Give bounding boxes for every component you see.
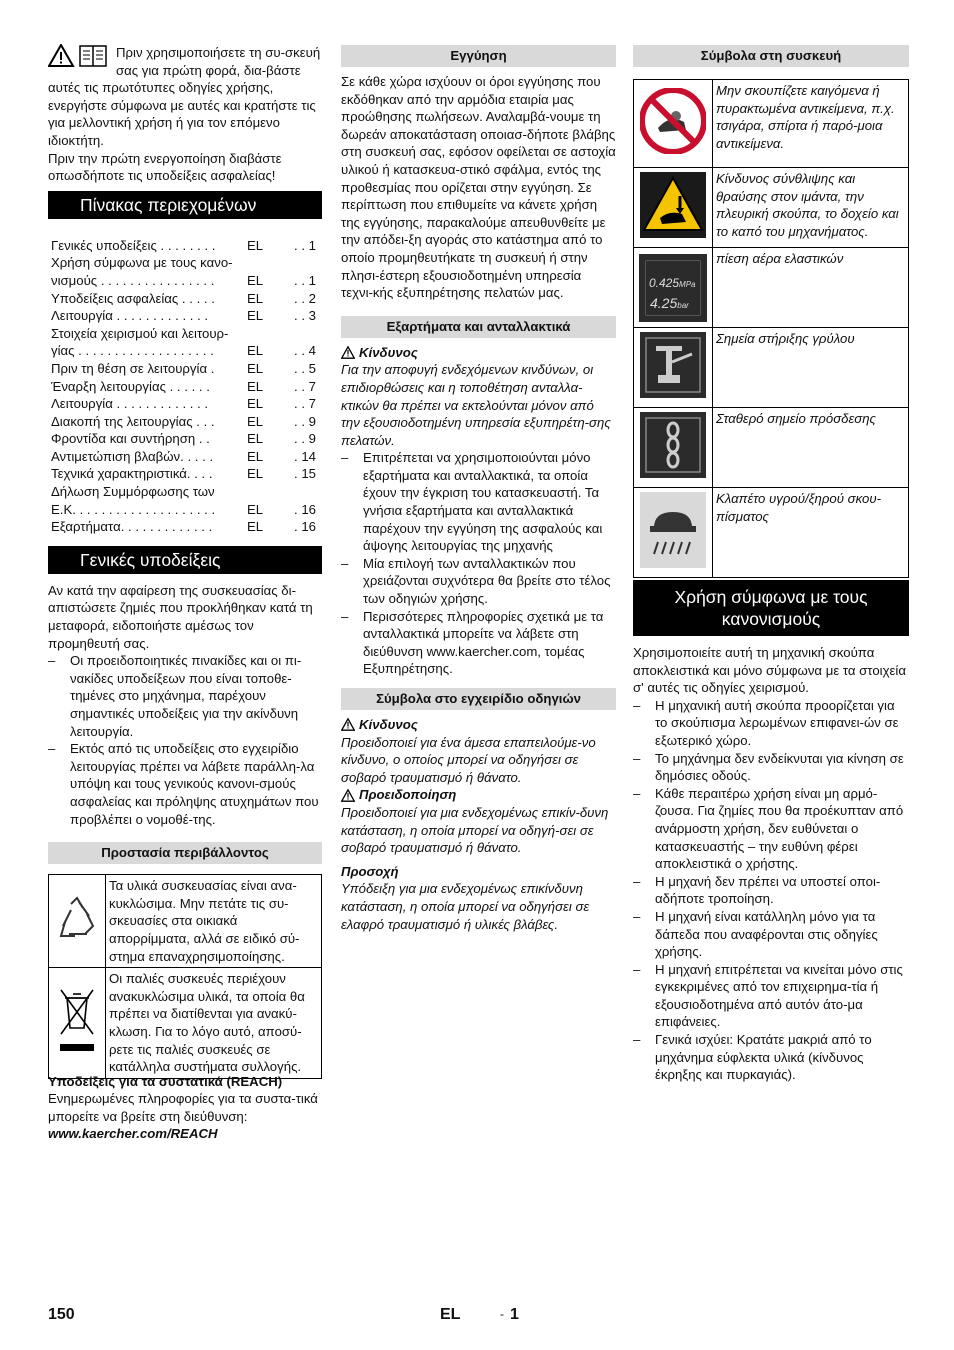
device-symbol-text: Κίνδυνος σύνθλιψης και θραύσης στον ιμάντα, την πλευρική σκούπα, το δοχείο και το καπό του μηχανήματος. (713, 168, 909, 248)
warning-triangle-icon (48, 44, 110, 68)
toc-entry-lang: EL (247, 431, 264, 447)
gauge-mpa-unit: MPa (679, 279, 696, 289)
toc-entry-page: . 15 (294, 466, 316, 482)
toc-entry-lang: EL (247, 448, 264, 464)
parts-danger-text: Για την αποφυγή ενδεχόμενων κινδύνων, οι επιδιορθώσεις και η τοποθέτηση ανταλλα-κτικών θα πρέπει να εκτελούνται μόνον από την εξουσιοδοτημένη υπηρεσία εξυπηρέτη-σης πελατών. (341, 362, 611, 448)
device-symbols-title: Σύμβολα στη συσκευή (633, 45, 909, 67)
device-symbol-text: Σημεία στήριξης γρύλου (713, 328, 909, 408)
warning-text: Προειδοποιεί για μια ενδεχομένως επικίν-δυνη κατάσταση, η οποία μπορεί να οδηγή-σει σε σοβαρό τραυματισμό ή θάνατο. (341, 804, 609, 856)
warning-triangle-icon (341, 718, 355, 731)
general-title: Γενικές υποδείξεις (48, 546, 322, 574)
toc-entry-lang: EL (247, 378, 264, 394)
toc-row[interactable] (48, 413, 322, 431)
toc-entry-lang: EL (247, 237, 264, 253)
toc-entry-lang: EL (247, 308, 264, 324)
intended-use-list (633, 697, 909, 1084)
list-item: – Η μηχανή είναι κατάλληλη μόνο για τα δάπεδα που αναφέρονται στις οδηγίες χρήσης. (633, 908, 909, 961)
general-list (48, 652, 322, 828)
general-para: Αν κατά την αφαίρεση της συσκευασίας δι-απιστώσετε ζημιές που προκλήθηκαν κατά τη μεταφορά, ειδοποιήστε αμέσως τον προμηθευτή σας. (48, 582, 313, 651)
toc-entry-page: . . 5 (294, 360, 316, 376)
toc-row[interactable] (48, 360, 322, 378)
toc-entry-title: Πριν τη θέση σε λειτουργία . (51, 360, 215, 376)
toc-entry-title: Στοιχεία χειρισμού και λειτουρ- γίας . . . . . . . . . . . . . . . . . . . (51, 325, 229, 359)
toc-row[interactable] (48, 448, 322, 466)
toc-entry-title: Υποδείξεις ασφαλείας . . . . . (51, 290, 215, 306)
table-row (49, 875, 322, 968)
toc-entry-page: . . 1 (294, 272, 316, 288)
toc-row[interactable] (48, 237, 322, 255)
no-burning-objects-icon (640, 88, 706, 154)
table-row (634, 488, 909, 578)
intro-block (48, 44, 322, 185)
list-item: – Η μηχανή δεν πρέπει να υποστεί οποι-αδήποτε τροποίηση. (633, 873, 909, 908)
page-number: 150 (48, 1306, 75, 1323)
intended-use-para: Χρησιμοποιείτε αυτή τη μηχανική σκούπα αποκλειστικά και μόνο σύμφωνα με τα στοιχεία σ' αυτές τις οδηγίες χειρισμού. (633, 645, 906, 696)
crossed-bin-icon (57, 988, 97, 1054)
toc-entry-lang: EL (247, 466, 264, 482)
toc-entry-page: . . 2 (294, 290, 316, 306)
toc-entry-page: . . 9 (294, 431, 316, 447)
toc-row[interactable] (48, 395, 322, 413)
list-item: – Οι προειδοποιητικές πινακίδες και οι πι-νακίδες υποδείξεων που είναι τοποθε-τημένες στο μηχάνημα, παρέχουν σημαντικές υποδείξεις για την ακίνδυνη λειτουργία. (48, 652, 322, 740)
gauge-bar-unit: bar (677, 300, 689, 310)
column-right (633, 44, 909, 1084)
danger-text: Προειδοποιεί για ένα άμεσα επαπειλούμε-νο κίνδυνο, ο οποίος μπορεί να οδηγήσει σε σοβαρό τραυματισμό ή θάνατο. (341, 734, 596, 785)
device-symbol-text: Μην σκουπίζετε καιγόμενα ή πυρακτωμένα αντικείμενα, π.χ. τσιγάρα, σπίρτα ή παρό-μοια αντικείμενα. (713, 80, 909, 168)
toc-entry-page: . 16 (294, 501, 316, 517)
caution-label: Προσοχή (341, 863, 399, 879)
jack-point-icon (640, 332, 706, 398)
warning-triangle-icon (341, 789, 355, 802)
column-left (48, 44, 322, 1143)
toc-entry-lang: EL (247, 519, 264, 535)
table-row (634, 80, 909, 168)
toc-row[interactable] (48, 518, 322, 536)
table-row (634, 248, 909, 328)
list-item: – Γενικά ισχύει: Κρατάτε μακριά από το μηχάνημα εύφλεκτα υλικά (κίνδυνος έκρηξης και πυρκαγιάς). (633, 1031, 909, 1084)
toc-entry-title: Τεχνικά χαρακτηριστικά. . . . (51, 466, 213, 482)
toc-entry-page: . . 3 (294, 308, 316, 324)
table-row (49, 968, 322, 1079)
recycle-icon (55, 896, 99, 942)
manual-book-icon (80, 46, 106, 66)
table-row (634, 168, 909, 248)
toc-entry-page: . 16 (294, 519, 316, 535)
list-item: – Η μηχανή επιτρέπεται να κινείται μόνο στις εγκεκριμένες από τον επιχειρημα-τία ή εξουσιοδοτημένα από αυτόν άτο-μα επιφάνειες. (633, 961, 909, 1031)
toc-entry-page: . . 9 (294, 413, 316, 429)
parts-title: Εξαρτήματα και ανταλλακτικά (341, 316, 616, 338)
toc-entry-title: Φροντίδα και συντήρηση . . (51, 431, 210, 447)
list-item: – Περισσότερες πληροφορίες σχετικά με τα ανταλλακτικά μπορείτε να λάβετε στη διεύθυνση www.kaercher.com, τομέας Εξυπηρέτησης. (341, 608, 616, 678)
caution-text: Υπόδειξη για μια ενδεχομένως επικίνδυνη κατάσταση, η οποία μπορεί να οδηγήσει σε ελαφρό τραυματισμό ή υλικές βλάβες. (341, 881, 590, 932)
toc-entry-page: . . 4 (294, 343, 316, 359)
toc-entry-page: . . 7 (294, 378, 316, 394)
toc-row[interactable] (48, 378, 322, 396)
danger-label: Κίνδυνος (359, 344, 418, 360)
toc-entry-page: . 14 (294, 448, 316, 464)
toc-title: Πίνακας περιεχομένων (48, 191, 322, 219)
device-symbol-text: πίεση αέρα ελαστικών (713, 248, 909, 328)
toc-entry-lang: EL (247, 360, 264, 376)
toc-entry-title: Χρήση σύμφωνα με τους κανο- νισμούς . . . . . . . . . . . . . . . . (51, 255, 233, 288)
danger-label: Κίνδυνος (359, 717, 418, 732)
footer-subpage: 1 (510, 1306, 519, 1323)
footer-lang: EL (440, 1306, 461, 1323)
intended-use-title: Χρήση σύμφωνα με τους κανονισμούς (633, 580, 909, 636)
crush-hazard-icon (640, 172, 706, 238)
toc-row[interactable] (48, 307, 322, 325)
list-item: – Επιτρέπεται να χρησιμοποιούνται μόνο εξαρτήματα και ανταλλακτικά, τα οποία έχουν την έγκριση του κατασκευαστή. Τα γνήσια εξαρτήματα και ανταλλακτικά παρέχουν την εγγύηση της ασφαλούς και άψογης λειτουργίας της μηχανής (341, 449, 616, 555)
toc-entry-lang: EL (247, 413, 264, 429)
warranty-text: Σε κάθε χώρα ισχύουν οι όροι εγγύησης που εκδόθηκαν από την αρμόδια εταιρία μας προώθησης πωλήσεων. Αναλαμβά-νουμε τη δωρεάν αποκατάσταση οποιασ-δήποτε βλάβης στη συσκευή σας, εφόσον οφείλεται σε αστοχία υλικού ή κατασκευα-στικό σφάλμα, εντός της προθεσμίας που ορίζεται στην εγγύηση. Σε περίπτωση που επιθυμείτε να κάνετε χρήση της εγγύησης, παρακαλούμε απευθυνθείτε με την απόδει-ξη αγοράς στο κατάστημα από το οποίο προμηθευτήκατε τη συσκευή ή στην πλησι-έστερη εξουσιοδοτημένη υπηρεσία τεχνι-κής εξυπηρέτησης πελατών μας. (341, 74, 616, 301)
toc-entry-title: Διακοπή της λειτουργίας . . . (51, 413, 215, 429)
environment-text: Τα υλικά συσκευασίας είναι ανα-κυκλώσιμα. Μην πετάτε τις συ-σκευασίες στα οικιακά απορρίμματα, αλλά σε ειδικό σύ-στημα επαναχρησιμοποίησης. (106, 875, 322, 968)
list-item: – Κάθε περαιτέρω χρήση είναι μη αρμό-ζουσα. Για ζημίες που θα προέκυπταν από ανάρμοστη χρήση, δεν ευθύνεται ο κατασκευαστής – την ευθύνη φέρει αποκλειστικά ο χρήστης. (633, 785, 909, 873)
tire-pressure-icon (639, 254, 707, 322)
column-middle (341, 44, 616, 933)
list-item: – Μία επιλογή των ανταλλακτικών που χρειάζονται συχνότερα θα βρείτε στο τέλος των οδηγιών χρήσης. (341, 555, 616, 608)
toc-entry-lang: EL (247, 343, 264, 359)
toc-row[interactable] (48, 465, 322, 483)
toc-entry-page: . . 1 (294, 237, 316, 253)
warning-manual-icons (48, 44, 112, 70)
wet-dry-flap-icon (640, 492, 706, 568)
table-of-contents (48, 237, 322, 536)
environment-title: Προστασία περιβάλλοντος (48, 842, 322, 864)
toc-entry-lang: EL (247, 501, 264, 517)
tie-down-point-icon (640, 412, 706, 478)
toc-entry-title: Αντιμετώπιση βλαβών. . . . . (51, 448, 214, 464)
toc-entry-title: Εξαρτήματα. . . . . . . . . . . . . (51, 519, 213, 535)
manual-danger-heading (341, 716, 616, 734)
intro-safety-para: Πριν την πρώτη ενεργοποίηση διαβάστε οπωσδήποτε τις υποδείξεις ασφαλείας! (48, 150, 282, 184)
toc-row[interactable] (48, 325, 322, 360)
manual-warning-heading (341, 786, 616, 804)
list-item: – Η μηχανική αυτή σκούπα προορίζεται για το σκούπισμα λερωμένων επιφανει-ών σε εξωτερικό χώρο. (633, 697, 909, 750)
device-symbol-text: Κλαπέτο υγρού/ξηρού σκου-πίσματος (713, 488, 909, 578)
parts-danger-heading (341, 344, 616, 362)
environment-text: Οι παλιές συσκευές περιέχουν ανακυκλώσιμα υλικά, τα οποία θα πρέπει να διατίθενται για ανακύ-κλωση. Για το λόγο αυτό, αποσύ-ρετε τις παλιές συσκευές σε κατάλληλα συστήματα συλλογής. (106, 968, 322, 1079)
warranty-title: Εγγύηση (341, 45, 616, 67)
gauge-bar-value: 4.25 (650, 294, 678, 311)
table-row (634, 408, 909, 488)
toc-entry-lang: EL (247, 272, 264, 288)
toc-entry-title: Λειτουργία . . . . . . . . . . . . . (51, 396, 209, 412)
list-item: – Εκτός από τις υποδείξεις στο εγχειρίδιο λειτουργίας πρέπει να λάβετε παράλλη-λα υπόψη και τους γενικούς κανονι-σμούς ασφαλείας και πρόληψης ατυχημάτων που προβλέπει ο νομοθέ-της. (48, 740, 322, 828)
intro-para: Πριν χρησιμοποιήσετε τη συ-σκευή σας για πρώτη φορά, δια-βάστε αυτές τις πρωτότυπες οδηγίες χρήσης, ενεργήστε σύμφωνα με αυτές και κρατήστε τις για μελλοντική χρήση ή για τον επόμενο ιδιοκτήτη. (48, 45, 321, 148)
list-item: – Το μηχάνημα δεν ενδείκνυται για κίνηση σε δημόσιες οδούς. (633, 750, 909, 785)
environment-table (48, 874, 322, 1079)
reach-link[interactable]: www.kaercher.com/REACH (48, 1126, 218, 1142)
toc-entry-lang: EL (247, 290, 264, 306)
table-row (634, 328, 909, 408)
warning-label: Προειδοποίηση (359, 787, 457, 803)
device-symbol-text: Σταθερό σημείο πρόσδεσης (713, 408, 909, 488)
device-symbols-table (633, 79, 909, 578)
toc-row[interactable] (48, 254, 322, 289)
toc-entry-title: Λειτουργία . . . . . . . . . . . . . (51, 308, 209, 324)
warning-triangle-icon (341, 346, 355, 359)
gauge-mpa-value: 0.425 (649, 275, 680, 290)
toc-row[interactable] (48, 290, 322, 308)
toc-row[interactable] (48, 430, 322, 448)
reach-text: Ενημερωμένες πληροφορίες για τα συστα-τικά μπορείτε να βρείτε στη διεύθυνση: (48, 1091, 318, 1124)
manual-symbols-title: Σύμβολα στο εγχειρίδιο οδηγιών (341, 688, 616, 710)
parts-list (341, 449, 616, 678)
reach-title: Υποδείξεις για τα συστατικά (REACH) (48, 1073, 283, 1089)
toc-entry-title: Δήλωση Συμμόρφωσης των Ε.Κ. . . . . . . . . . . . . . . . . . . . (51, 484, 216, 517)
footer-separator: - (500, 1307, 504, 1321)
toc-entry-page: . . 7 (294, 396, 316, 412)
toc-entry-title: Έναρξη λειτουργίας . . . . . . (51, 378, 210, 394)
toc-entry-title: Γενικές υποδείξεις . . . . . . . . (51, 237, 216, 253)
toc-entry-lang: EL (247, 396, 264, 412)
toc-row[interactable] (48, 483, 322, 518)
